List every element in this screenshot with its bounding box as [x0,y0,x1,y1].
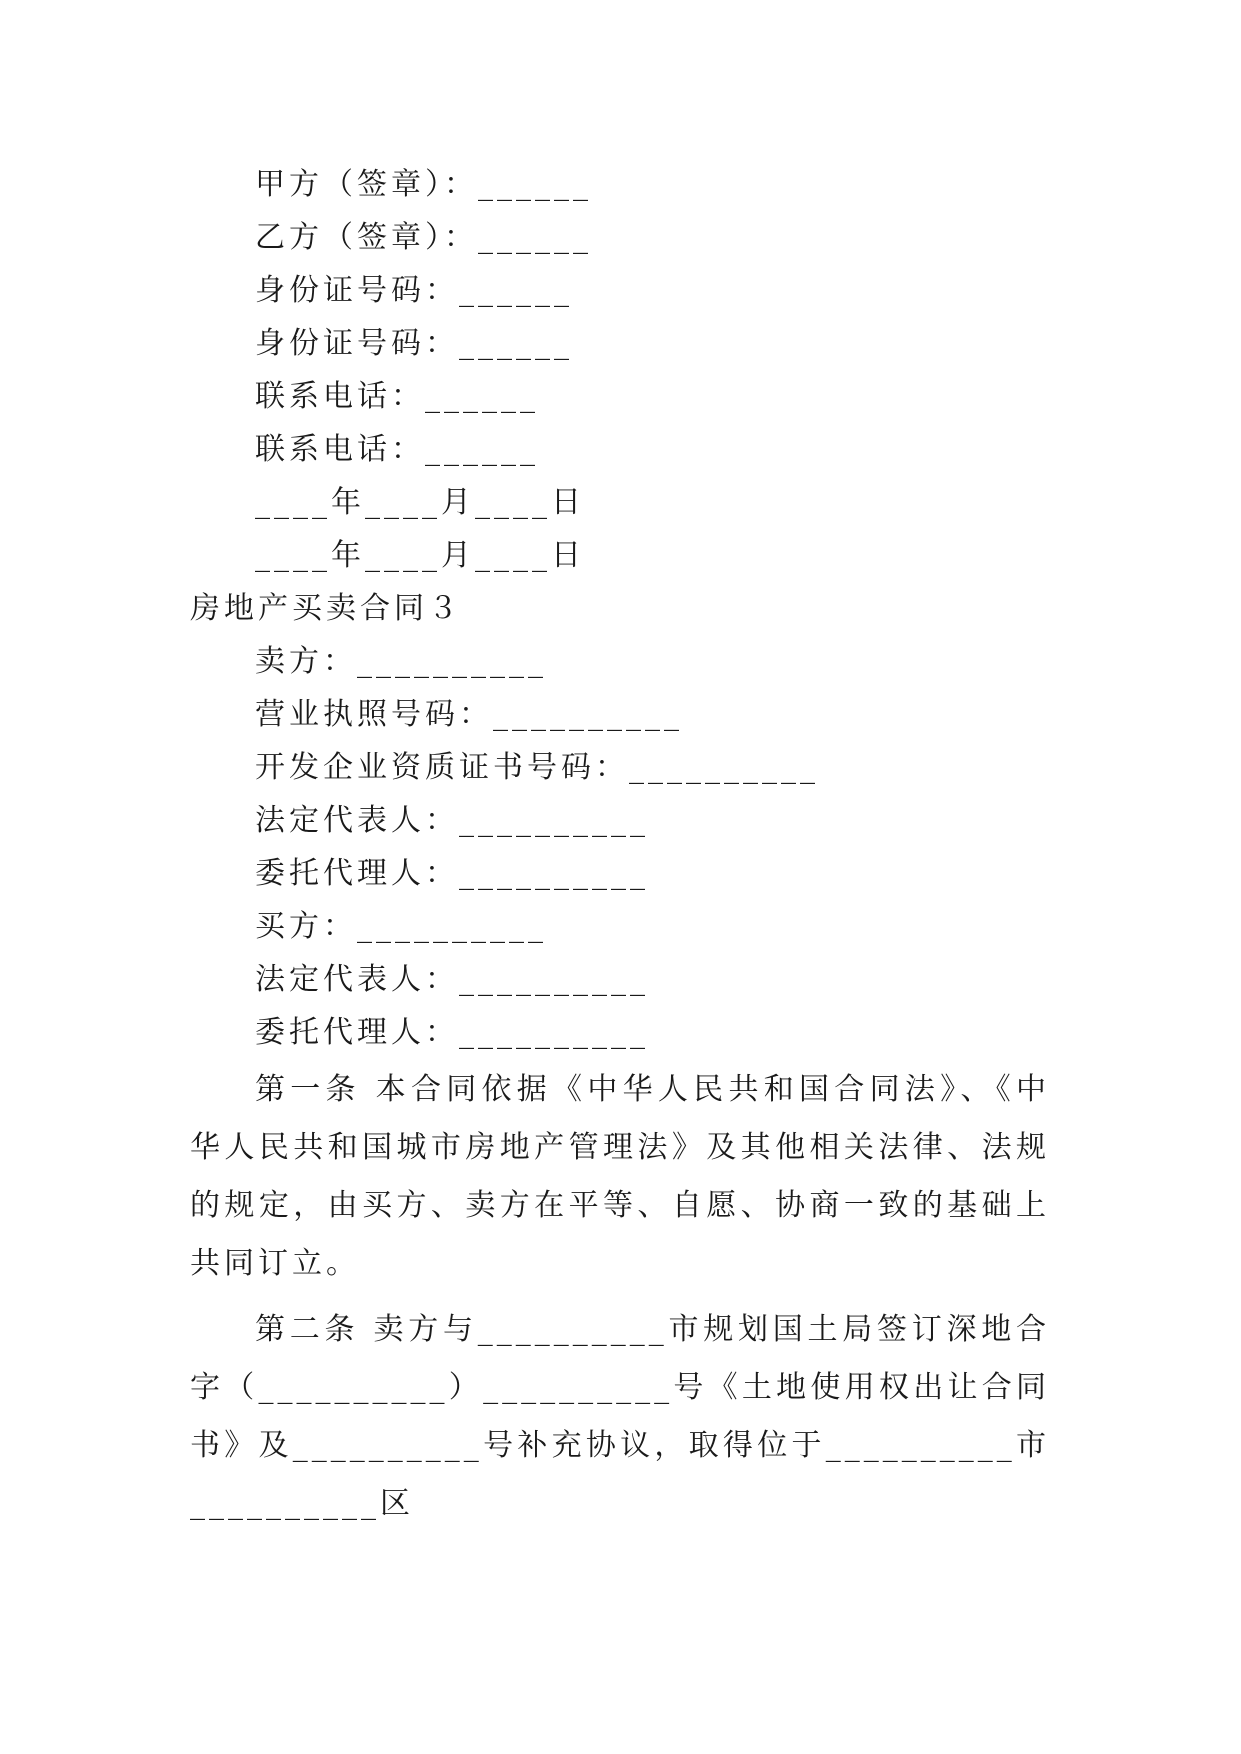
seller-line: 卖方：__________ [255,644,547,679]
buyer-legal-rep-line: 法定代表人：__________ [255,962,649,997]
article-2-paragraph: 第二条 卖方与__________市规划国土局签订深地合字（__________）__________号《土地使用权出让合同书》及__________号补充协议，取得位于__________市__________区 [190,1312,1050,1521]
party-a-signature-line: 甲方（签章）：______ [255,167,592,202]
party-a-date-line: ____年____月____日 [255,485,585,520]
party-a-id-number-line: 身份证号码：______ [255,273,573,308]
seller-agent-line: 委托代理人：__________ [255,856,649,891]
party-a-phone-line: 联系电话：______ [255,379,539,414]
party-b-signature-line: 乙方（签章）：______ [255,220,592,255]
developer-certificate-line: 开发企业资质证书号码：__________ [255,750,819,785]
buyer-agent-line: 委托代理人：__________ [255,1015,649,1050]
section-title: 房地产买卖合同３ [190,591,462,626]
party-b-phone-line: 联系电话：______ [255,432,539,467]
party-b-id-number-line: 身份证号码：______ [255,326,573,361]
seller-legal-rep-line: 法定代表人：__________ [255,803,649,838]
business-license-line: 营业执照号码：__________ [255,697,683,732]
party-b-date-line: ____年____月____日 [255,538,585,573]
article-1-paragraph: 第一条 本合同依据《中华人民共和国合同法》、《中华人民共和国城市房地产管理法》及其他相关法律、法规的规定，由买方、卖方在平等、自愿、协商一致的基础上共同订立。 [190,1072,1050,1281]
buyer-line: 买方：__________ [255,909,547,944]
